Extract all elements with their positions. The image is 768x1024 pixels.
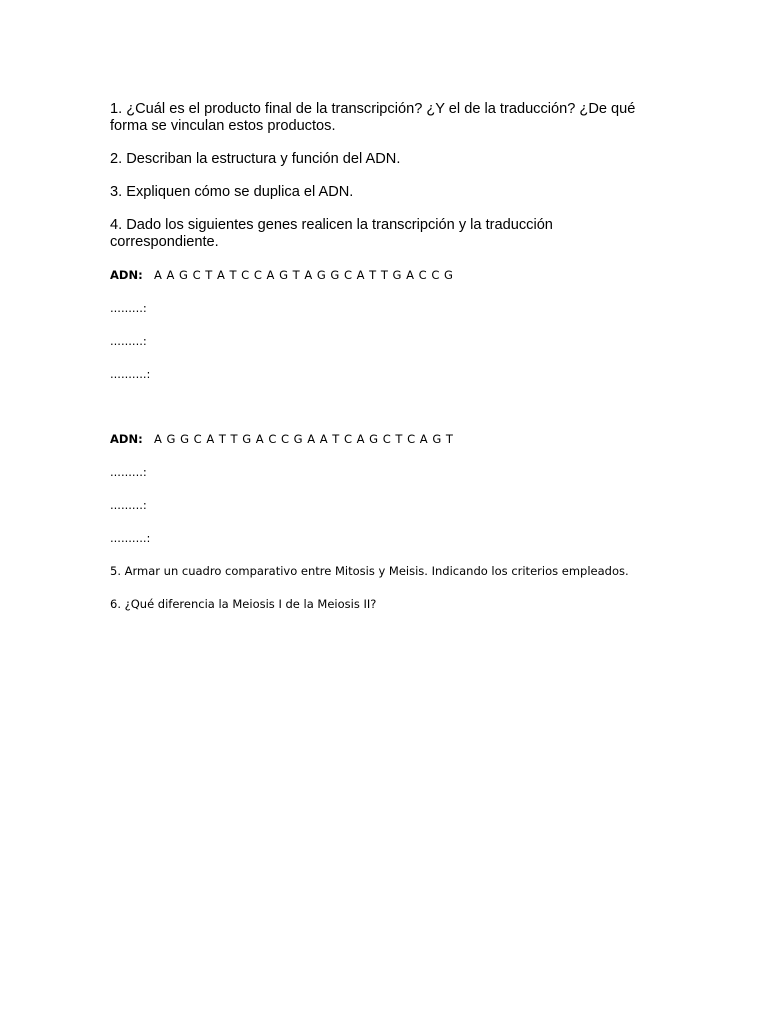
dna-sequence-1 xyxy=(110,267,655,283)
answer-line: .........: xyxy=(110,301,147,315)
dna-sequence-value: A G G C A T T G A C C G A A T C A G C T C A G T xyxy=(154,432,454,446)
answer-line: .........: xyxy=(110,498,147,512)
dna-sequence-2 xyxy=(110,431,655,447)
answer-line: ..........: xyxy=(110,367,151,381)
dna-label: ADN: xyxy=(110,432,143,446)
answer-line: ..........: xyxy=(110,531,151,545)
answer-line: .........: xyxy=(110,334,147,348)
document-body xyxy=(110,101,655,612)
dna-sequence-value: A A G C T A T C C A G T A G G C A T T G A C C G xyxy=(154,268,454,282)
question-1: 1. ¿Cuál es el producto final de la transcripción? ¿Y el de la traducción? ¿De qué forma se vinculan estos productos. xyxy=(110,101,636,134)
question-2: 2. Describan la estructura y función del ADN. xyxy=(110,151,401,167)
question-5: 5. Armar un cuadro comparativo entre Mitosis y Meisis. Indicando los criterios empleados. xyxy=(110,564,629,578)
question-4: 4. Dado los siguientes genes realicen la transcripción y la traducción correspondiente. xyxy=(110,217,553,250)
dna-sequence-block-2 xyxy=(110,431,655,546)
dna-sequence-block-1 xyxy=(110,267,655,382)
question-3: 3. Expliquen cómo se duplica el ADN. xyxy=(110,184,354,200)
answer-line: .........: xyxy=(110,465,147,479)
question-6: 6. ¿Qué diferencia la Meiosis I de la Meiosis II? xyxy=(110,597,377,611)
dna-label: ADN: xyxy=(110,268,143,282)
